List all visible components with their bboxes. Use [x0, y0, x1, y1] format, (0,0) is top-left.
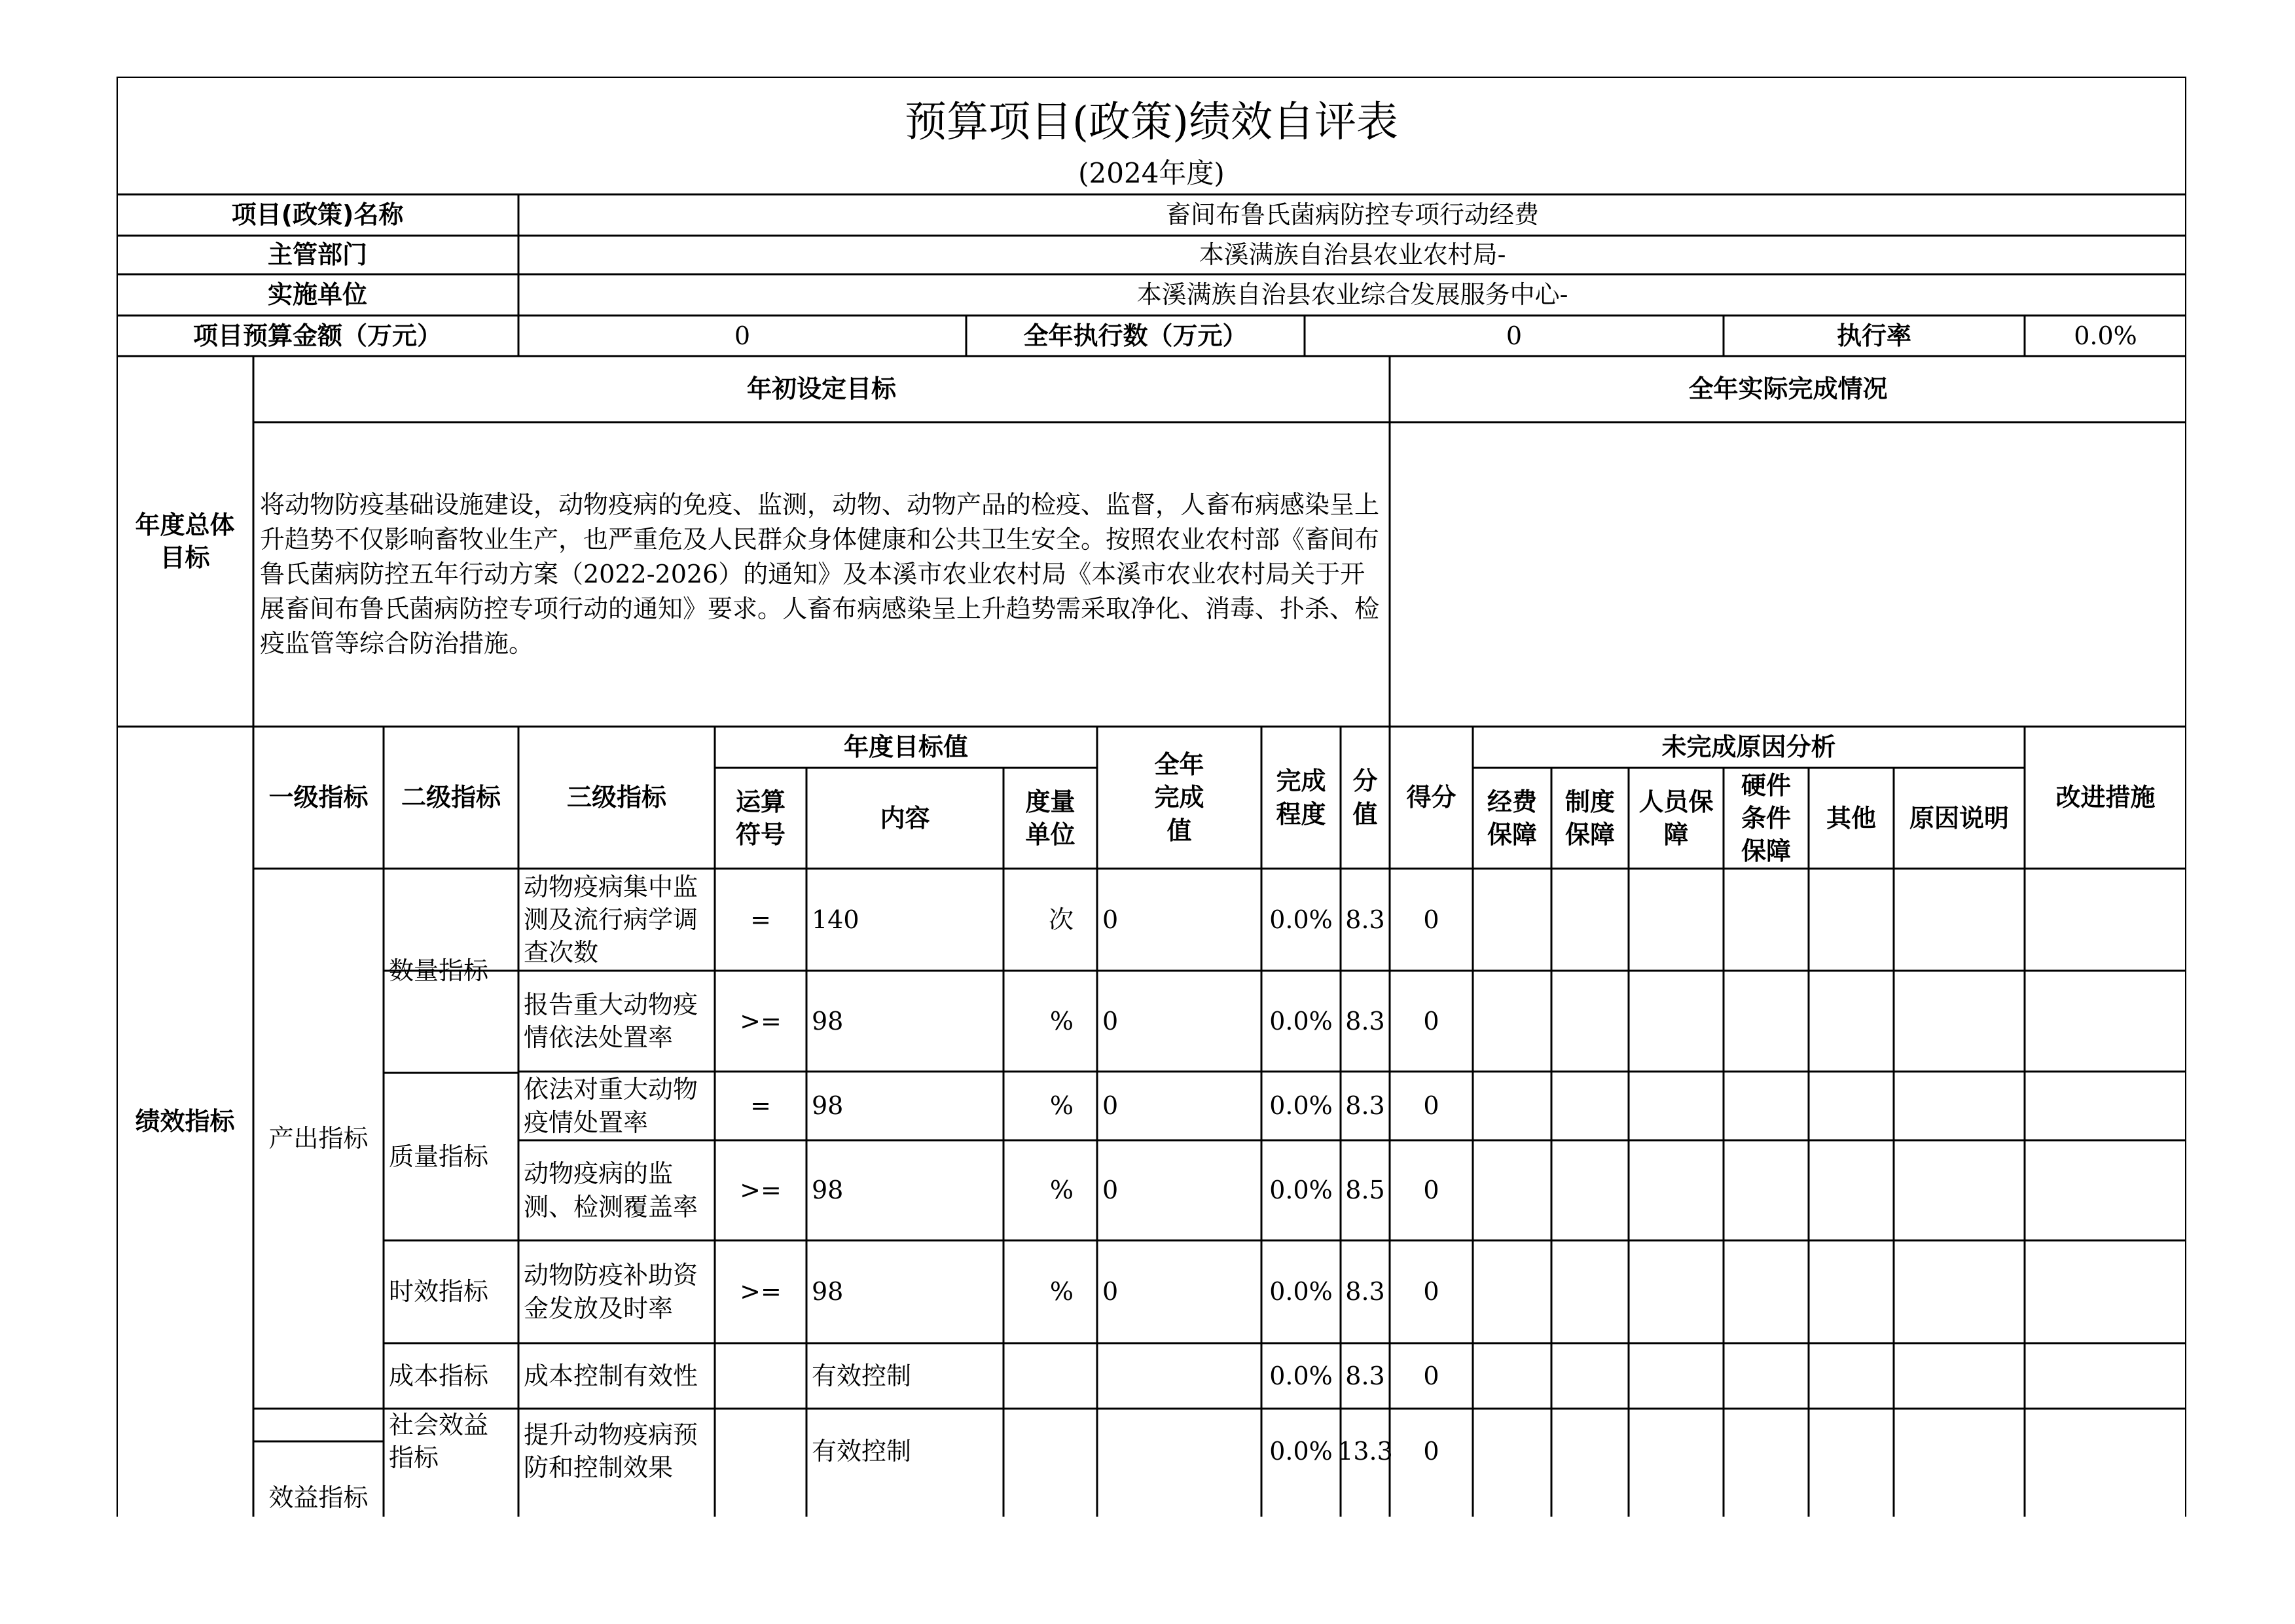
table-row-weight: 8.3: [1345, 1006, 1385, 1036]
header-reason-staff: [1629, 768, 1724, 869]
actual-completion-header: 全年实际完成情况: [1688, 374, 1888, 404]
header-level1: 一级指标: [268, 783, 369, 812]
level2-quantity: 数量指标: [389, 956, 489, 985]
level2-social: [384, 1409, 518, 1474]
header-unit-text: 度量单位: [1025, 787, 1075, 849]
level2-quality: 质量指标: [389, 1142, 489, 1171]
table-row-operator: >=: [740, 1006, 782, 1036]
budget-amount-value: 0: [734, 321, 751, 350]
table-row-indicator: 动物疫病的监测、检测覆盖率: [524, 1159, 698, 1221]
table-row-content: 98: [812, 1091, 844, 1121]
actual-completion-text: [1390, 422, 2186, 727]
header-improvement: 改进措施: [2055, 783, 2156, 812]
table-row-score: 0: [1423, 1006, 1439, 1036]
table-row-actual: 0: [1102, 1006, 1119, 1036]
executed-amount-label: 全年执行数（万元）: [1023, 321, 1248, 350]
level1-benefit: 效益指标: [268, 1483, 369, 1512]
header-reason-explain: 原因说明: [1909, 803, 2009, 833]
execution-rate-label: 执行率: [1836, 321, 1911, 350]
initial-target-text: 将动物防疫基础设施建设，动物疫病的免疫、监测，动物、动物产品的检疫、监督，人畜布病感染呈上升趋势不仅影响畜牧业生产，也严重危及人民群众身体健康和公共卫生安全。按照农业农村部《畜间布鲁氏菌病防控五年行动方案（2022-2026）的通知》及本溪市农业农村局《本溪市农业农村局关于开展畜间布鲁氏菌病防控专项行动的通知》要求。人畜布病感染呈上升趋势需采取净化、消毒、扑杀、检疫监管等综合防治措施。: [260, 490, 1380, 659]
table-row-completion: 0.0%: [1269, 1176, 1333, 1205]
header-completion: [1261, 727, 1341, 869]
table-row-score: 0: [1423, 1277, 1439, 1307]
department-label: 主管部门: [267, 240, 367, 270]
table-row-operator: [715, 1409, 806, 1494]
table-row-indicator: 动物疫病集中监测及流行病学调查次数: [524, 872, 698, 967]
table-row-completion: 0.0%: [1269, 1277, 1333, 1307]
header-reason-funding-text: 经费保障: [1487, 787, 1537, 849]
header-weight: 分值: [1352, 767, 1378, 829]
header-reason-analysis: 未完成原因分析: [1661, 732, 1836, 762]
header-annual-target: 年度目标值: [843, 732, 968, 762]
implementing-unit-label: 实施单位: [267, 280, 367, 310]
table-row-actual: 0: [1102, 1176, 1119, 1205]
table-row-actual: 0: [1102, 905, 1119, 934]
table-row-score: 0: [1423, 1361, 1439, 1390]
table-row-weight: 8.3: [1345, 1091, 1385, 1121]
header-reason-funding: [1473, 768, 1551, 869]
table-row-content: 98: [812, 1277, 844, 1307]
table-row-completion: 0.0%: [1269, 1091, 1333, 1121]
table-row-actual: 0: [1102, 1277, 1119, 1307]
table-row-score: 0: [1423, 1436, 1439, 1466]
execution-rate-value: 0.0%: [2074, 321, 2137, 350]
header-operator-text: 运算符号: [735, 787, 786, 849]
table-row-weight: 8.5: [1345, 1176, 1385, 1205]
table-row-unit: %: [1049, 1091, 1074, 1121]
table-row-weight: 8.3: [1345, 1277, 1385, 1307]
table-row-weight: 8.3: [1345, 1361, 1385, 1390]
table-row-operator: >=: [740, 1176, 782, 1205]
table-row-indicator: 成本控制有效性: [524, 1361, 698, 1390]
table-row-indicator: 依法对重大动物疫情处置率: [524, 1075, 698, 1137]
header-unit: [1003, 768, 1097, 869]
table-row-content: 98: [812, 1006, 844, 1036]
header-completion-text: 完成程度: [1276, 767, 1326, 829]
table-row-operator: =: [750, 905, 771, 934]
table-row-indicator: 动物防疫补助资金发放及时率: [524, 1261, 698, 1323]
table-row-actual: 0: [1102, 1091, 1119, 1121]
header-reason-hardware: [1724, 768, 1809, 869]
table-row-completion: 0.0%: [1269, 905, 1333, 934]
table-row-operator: =: [750, 1091, 771, 1121]
executed-amount-value: 0: [1506, 321, 1523, 350]
table-row-content: 98: [812, 1176, 844, 1205]
initial-target-header: 年初设定目标: [746, 374, 896, 404]
table-row-weight: 13.3: [1337, 1436, 1393, 1466]
level2-social-text: 社会效益指标: [389, 1410, 489, 1472]
table-row-completion: 0.0%: [1269, 1006, 1333, 1036]
header-reason-system: [1551, 768, 1629, 869]
header-score: 得分: [1406, 783, 1456, 812]
table-row-content: 有效控制: [812, 1361, 912, 1390]
header-actual-value: [1097, 727, 1261, 869]
header-content: 内容: [880, 803, 930, 833]
header-operator: [715, 768, 806, 869]
page-title: 预算项目(政策)绩效自评表: [905, 98, 1398, 147]
implementing-unit-value: 本溪满族自治县农业综合发展服务中心-: [1136, 280, 1568, 310]
level2-timeliness: 时效指标: [389, 1277, 489, 1307]
table-row-completion: 0.0%: [1269, 1436, 1333, 1466]
evaluation-sheet: [117, 77, 2186, 1517]
table-row-operator: >=: [740, 1277, 782, 1307]
annual-goal-label: [117, 356, 253, 727]
header-reason-hardware-text: 硬件条件保障: [1741, 770, 1791, 866]
header-reason-other: 其他: [1826, 803, 1876, 833]
budget-amount-label: 项目预算金额（万元）: [192, 321, 442, 350]
table-row-unit: %: [1049, 1277, 1074, 1307]
table-row-weight: 8.3: [1345, 905, 1385, 934]
table-row-unit: 次: [1048, 905, 1074, 934]
header-reason-staff-text: 人员保障: [1638, 787, 1714, 849]
header-level2: 二级指标: [401, 783, 501, 812]
table-row-operator: [715, 1343, 806, 1409]
table-row-score: 0: [1423, 905, 1439, 934]
table-row-actual: [1097, 1343, 1261, 1409]
table-row-unit: [1003, 1409, 1097, 1494]
table-row-score: 0: [1423, 1176, 1439, 1205]
project-name-label: 项目(政策)名称: [231, 200, 404, 230]
annual-goal-label-text: 年度总体目标: [135, 510, 235, 572]
table-row-unit: %: [1049, 1176, 1074, 1205]
table-row-actual: [1097, 1409, 1261, 1494]
table-row-score: 0: [1423, 1091, 1439, 1121]
table-row-indicator: 报告重大动物疫情依法处置率: [524, 990, 698, 1052]
level1-output: 产出指标: [268, 1124, 369, 1153]
performance-indicators-label: 绩效指标: [135, 1107, 235, 1136]
year-label: (2024年度): [1078, 157, 1225, 190]
header-level3: 三级指标: [566, 783, 666, 812]
table-row-indicator: 提升动物疫病预防和控制效果: [524, 1420, 698, 1482]
table-row-content: 有效控制: [812, 1436, 912, 1466]
level2-cost: 成本指标: [389, 1361, 489, 1390]
header-actual-value-text: 全年完成值: [1154, 750, 1204, 845]
table-row-unit: %: [1049, 1006, 1074, 1036]
table-row-content: 140: [812, 905, 859, 934]
header-reason-system-text: 制度保障: [1564, 787, 1615, 849]
department-value: 本溪满族自治县农业农村局-: [1199, 240, 1506, 270]
table-row-completion: 0.0%: [1269, 1361, 1333, 1390]
project-name-value: 畜间布鲁氏菌病防控专项行动经费: [1165, 200, 1539, 230]
table-row-unit: [1003, 1343, 1097, 1409]
